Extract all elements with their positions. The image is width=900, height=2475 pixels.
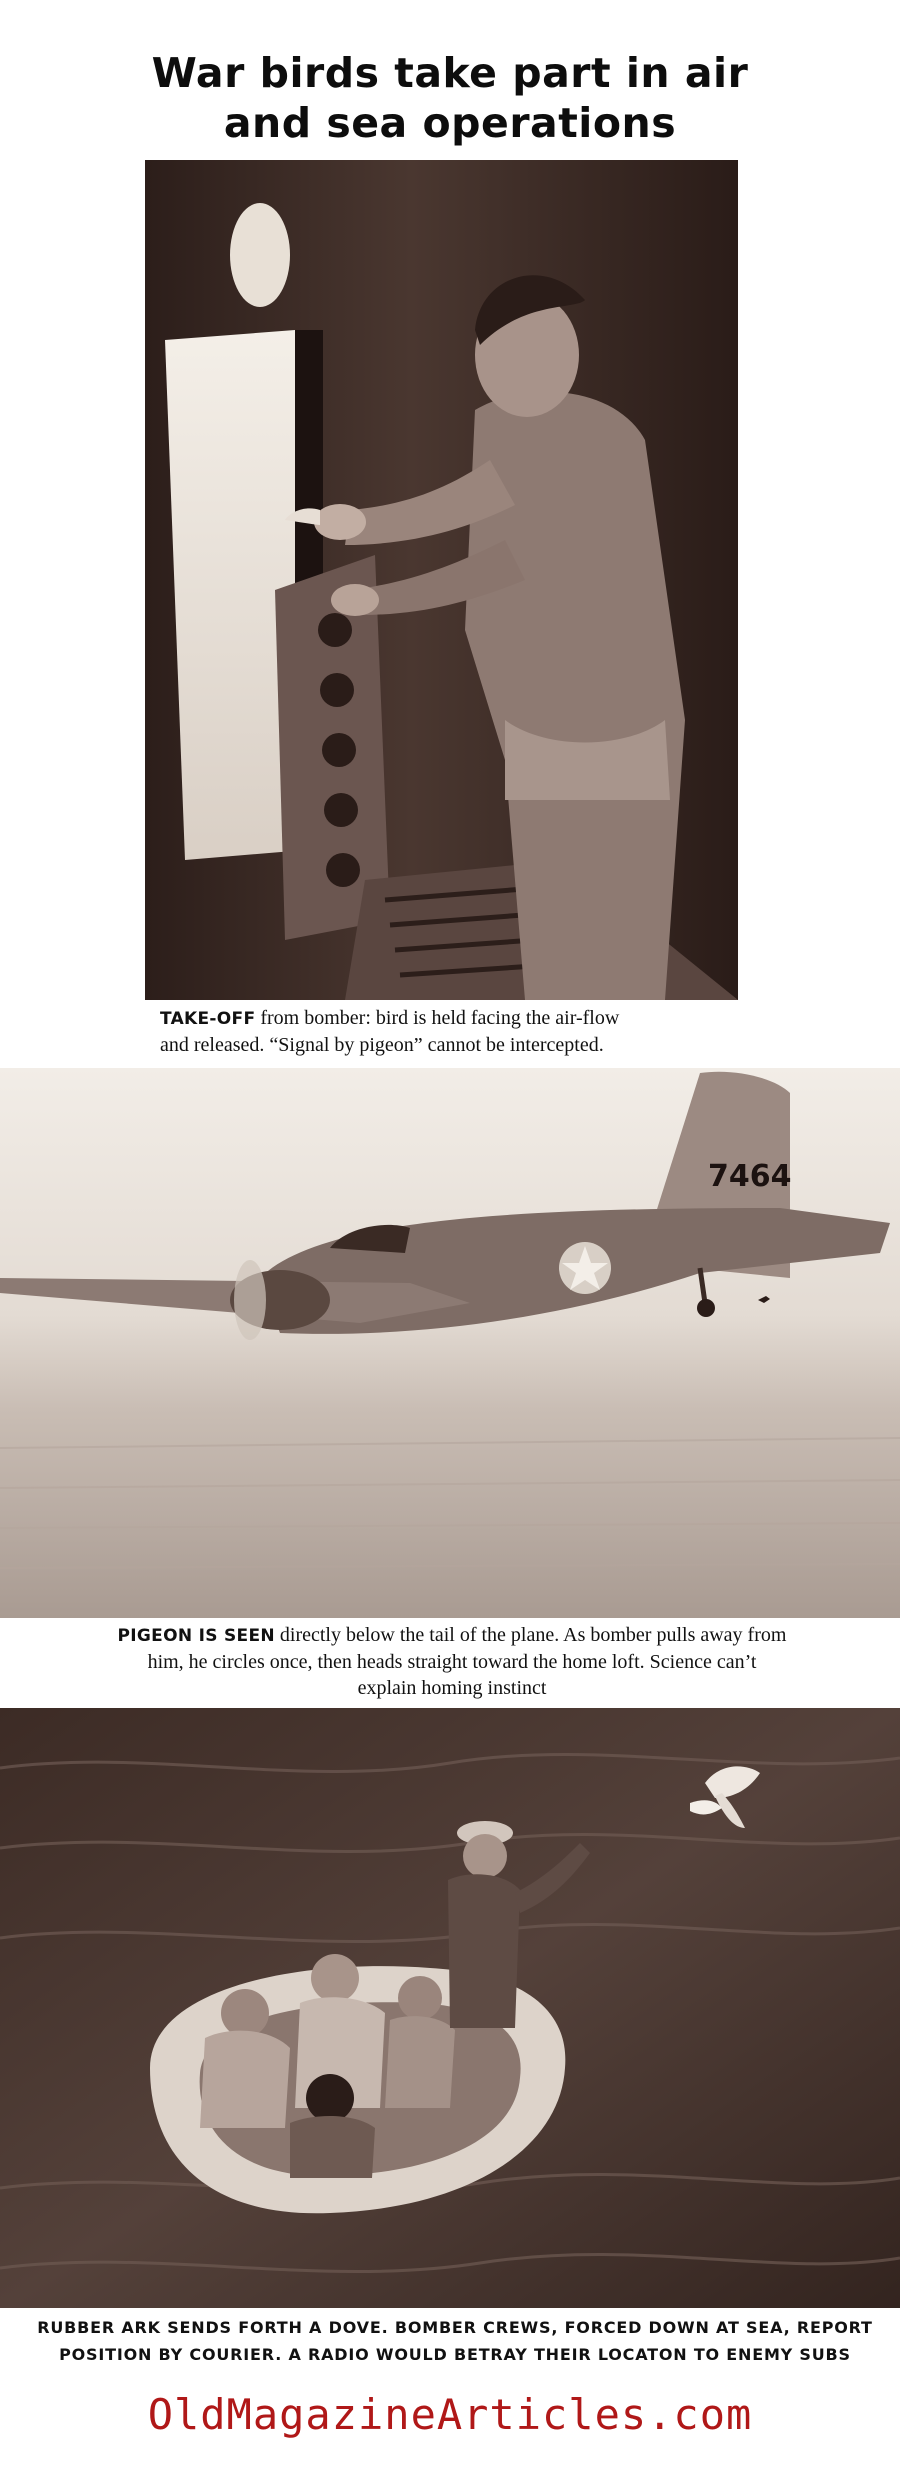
caption-takeoff-line-2: and released. “Signal by pigeon” cannot be intercepted.: [160, 1034, 604, 1056]
caption-pigeon-seen-text-1: directly below the tail of the plane. As bomber pulls away from: [274, 1624, 787, 1646]
caption-pigeon-seen-line-2: him, he circles once, then heads straight toward the home loft. Science can’t: [147, 1651, 757, 1673]
caption-rubber-ark: [20, 2314, 890, 2368]
article-headline: [0, 48, 900, 148]
caption-pigeon-seen-line-1: [12, 1622, 892, 1649]
headline-line-2: and sea operations: [223, 99, 677, 147]
caption-takeoff-lead: TAKE-OFF: [160, 1009, 256, 1029]
caption-takeoff-line-1: [160, 1005, 760, 1032]
caption-takeoff: [160, 1005, 760, 1058]
headline-line-1: War birds take part in air: [151, 49, 749, 97]
caption-pigeon-seen-line-3: explain homing instinct: [357, 1677, 547, 1699]
site-brand-footer: OldMagazineArticles.com: [147, 2390, 753, 2439]
tail-number: 7464: [708, 1159, 792, 1194]
caption-pigeon-seen-lead: PIGEON IS SEEN: [117, 1626, 275, 1646]
photo-bomber-in-flight: [0, 1068, 900, 1618]
photo-rubber-raft-dove: [0, 1708, 900, 2308]
caption-rubber-ark-line-2: POSITION BY COURIER. A RADIO WOULD BETRAY THEIR LOCATON TO ENEMY SUBS: [59, 2345, 851, 2364]
caption-pigeon-seen: [12, 1622, 892, 1701]
photo-takeoff-from-bomber: [145, 160, 738, 1000]
caption-takeoff-text-1: from bomber: bird is held facing the air-flow: [255, 1007, 620, 1029]
caption-rubber-ark-line-1: RUBBER ARK SENDS FORTH A DOVE. BOMBER CREWS, FORCED DOWN AT SEA, REPORT: [37, 2318, 873, 2337]
